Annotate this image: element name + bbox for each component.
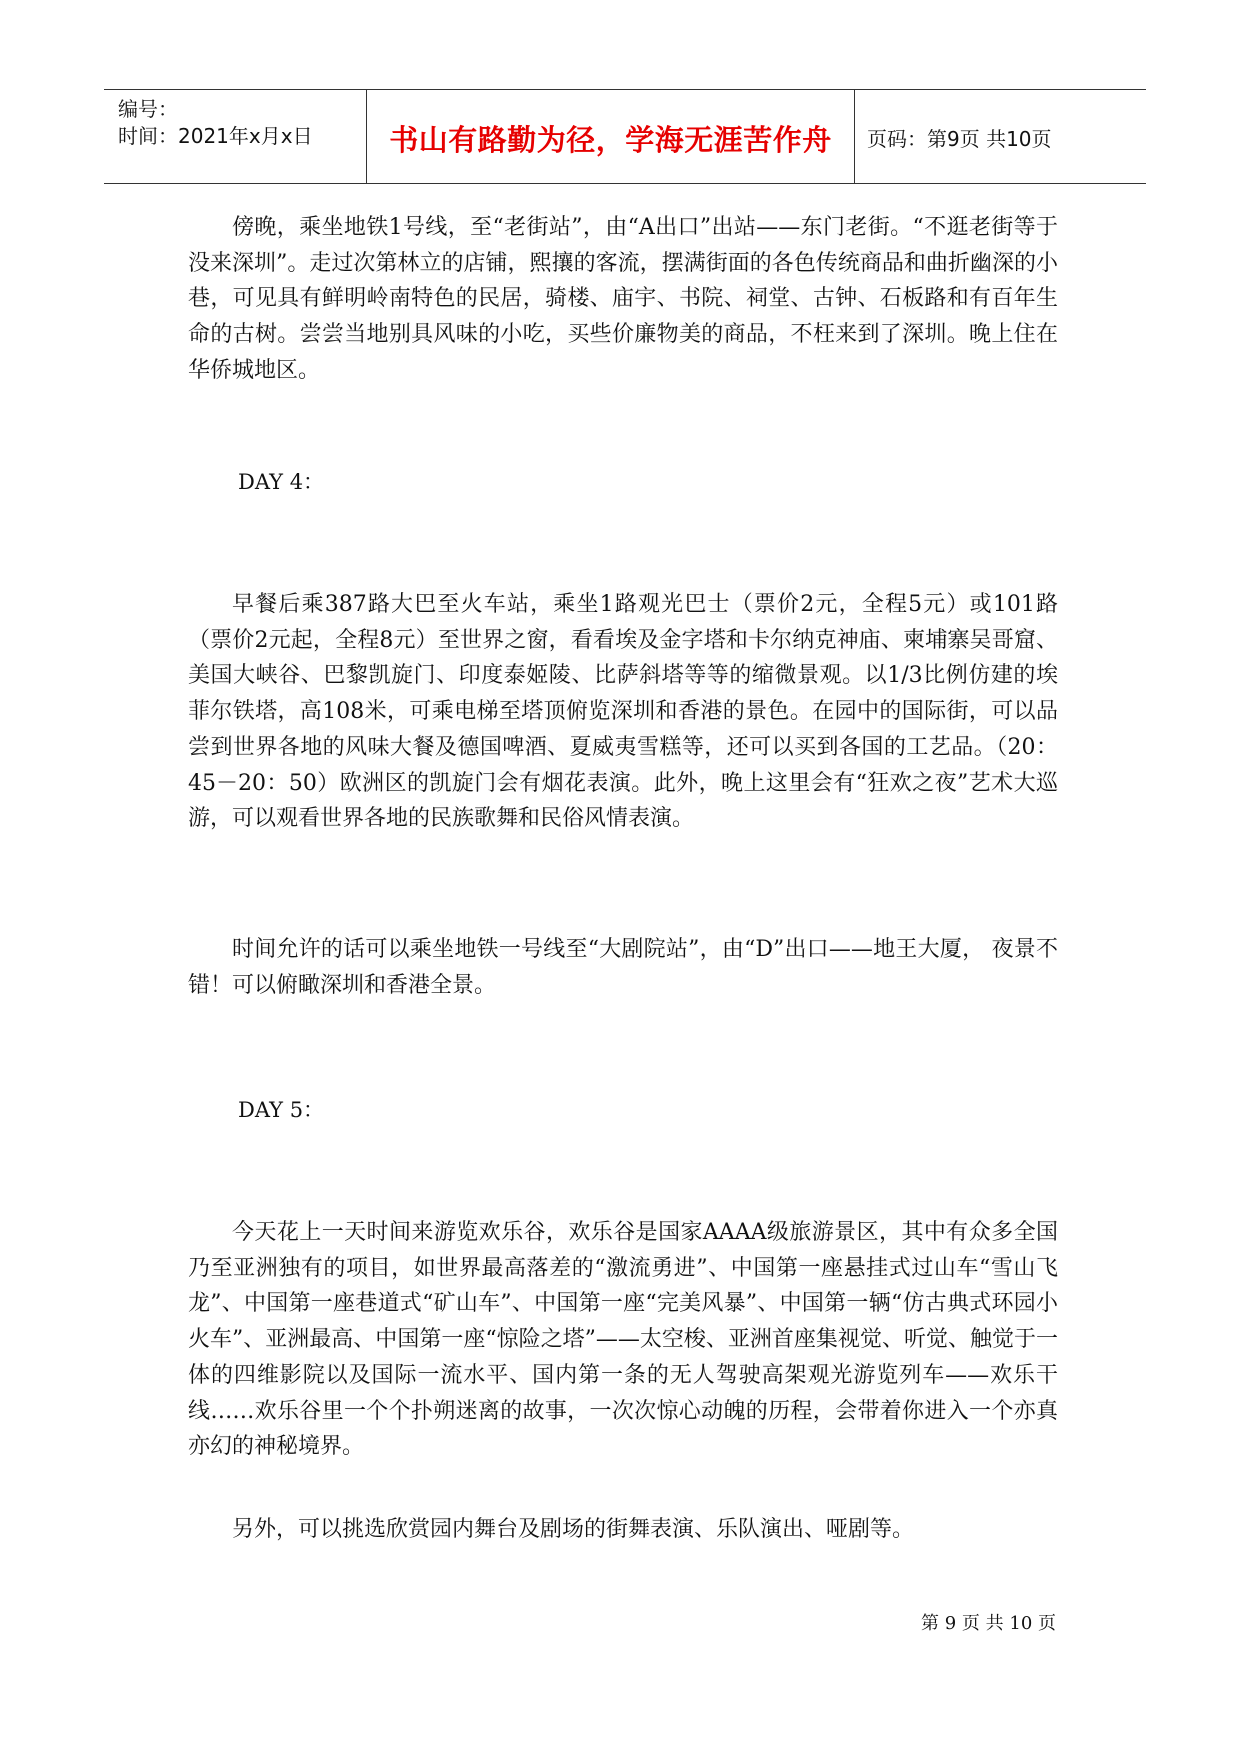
- day-5-heading: DAY 5：: [238, 1098, 325, 1122]
- paragraph-shows: 另外，可以挑选欣赏园内舞台及剧场的街舞表演、乐队演出、哑剧等。: [232, 1517, 915, 1542]
- paragraph-evening-old-street: 傍晚，乘坐地铁1号线，至“老街站”，由“A出口”出站——东门老街。“不逛老街等于没来深圳”。走过次第林立的店铺，熙攘的客流，摆满街面的各色传统商品和曲折幽深的小巷，可见具有鲜明岭南特色的民居，骑楼、庙宇、书院、祠堂、古钟、石板路和有百年生命的古树。尝尝当地别具风味的小吃，买些价廉物美的商品，不枉来到了深圳。晚上住在华侨城地区。: [188, 215, 1058, 383]
- motto-text: 书山有路勤为径，学海无涯苦作舟: [389, 123, 832, 157]
- paragraph-diwang-building: 时间允许的话可以乘坐地铁一号线至“大剧院站”，由“D”出口——地王大厦， 夜景不错！可以俯瞰深圳和香港全景。: [188, 937, 1058, 998]
- document-time-label: 时间：2021年x月x日: [118, 124, 313, 148]
- document-number-label: 编号：: [118, 97, 178, 121]
- header-motto-cell: [367, 90, 855, 183]
- day-4-heading: DAY 4：: [238, 470, 325, 494]
- header-page-cell: [855, 90, 1146, 183]
- header-page-number: 页码：第9页 共10页: [867, 127, 1052, 151]
- paragraph-window-of-world: 早餐后乘387路大巴至火车站，乘坐1路观光巴士（票价2元，全程5元）或101路（票价2元起，全程8元）至世界之窗，看看埃及金字塔和卡尔纳克神庙、柬埔寨吴哥窟、美国大峡谷、巴黎凯旋门、印度泰姬陵、比萨斜塔等等的缩微景观。以1/3比例仿建的埃菲尔铁塔，高108米，可乘电梯至塔顶俯览深圳和香港的景色。在园中的国际街，可以品尝到世界各地的风味大餐及德国啤酒、夏威夷雪糕等，还可以买到各国的工艺品。（20：45－20：50）欧洲区的凯旋门会有烟花表演。此外，晚上这里会有“狂欢之夜”艺术大巡游，可以观看世界各地的民族歌舞和民俗风情表演。: [188, 592, 1058, 832]
- header-info-cell: [104, 90, 367, 183]
- page-header: [104, 89, 1146, 184]
- paragraph-happy-valley: 今天花上一天时间来游览欢乐谷，欢乐谷是国家AAAA级旅游景区，其中有众多全国乃至亚洲独有的项目，如世界最高落差的“激流勇进”、中国第一座悬挂式过山车“雪山飞龙”、中国第一座巷道式“矿山车”、中国第一座“完美风暴”、中国第一辆“仿古典式环园小火车”、亚洲最高、中国第一座“惊险之塔”——太空梭、亚洲首座集视觉、听觉、触觉于一体的四维影院以及国际一流水平、国内第一条的无人驾驶高架观光游览列车——欢乐干线……欢乐谷里一个个扑朔迷离的故事，一次次惊心动魄的历程，会带着你进入一个亦真亦幻的神秘境界。: [188, 1220, 1058, 1460]
- page-footer: 第 9 页 共 10 页: [921, 1613, 1056, 1634]
